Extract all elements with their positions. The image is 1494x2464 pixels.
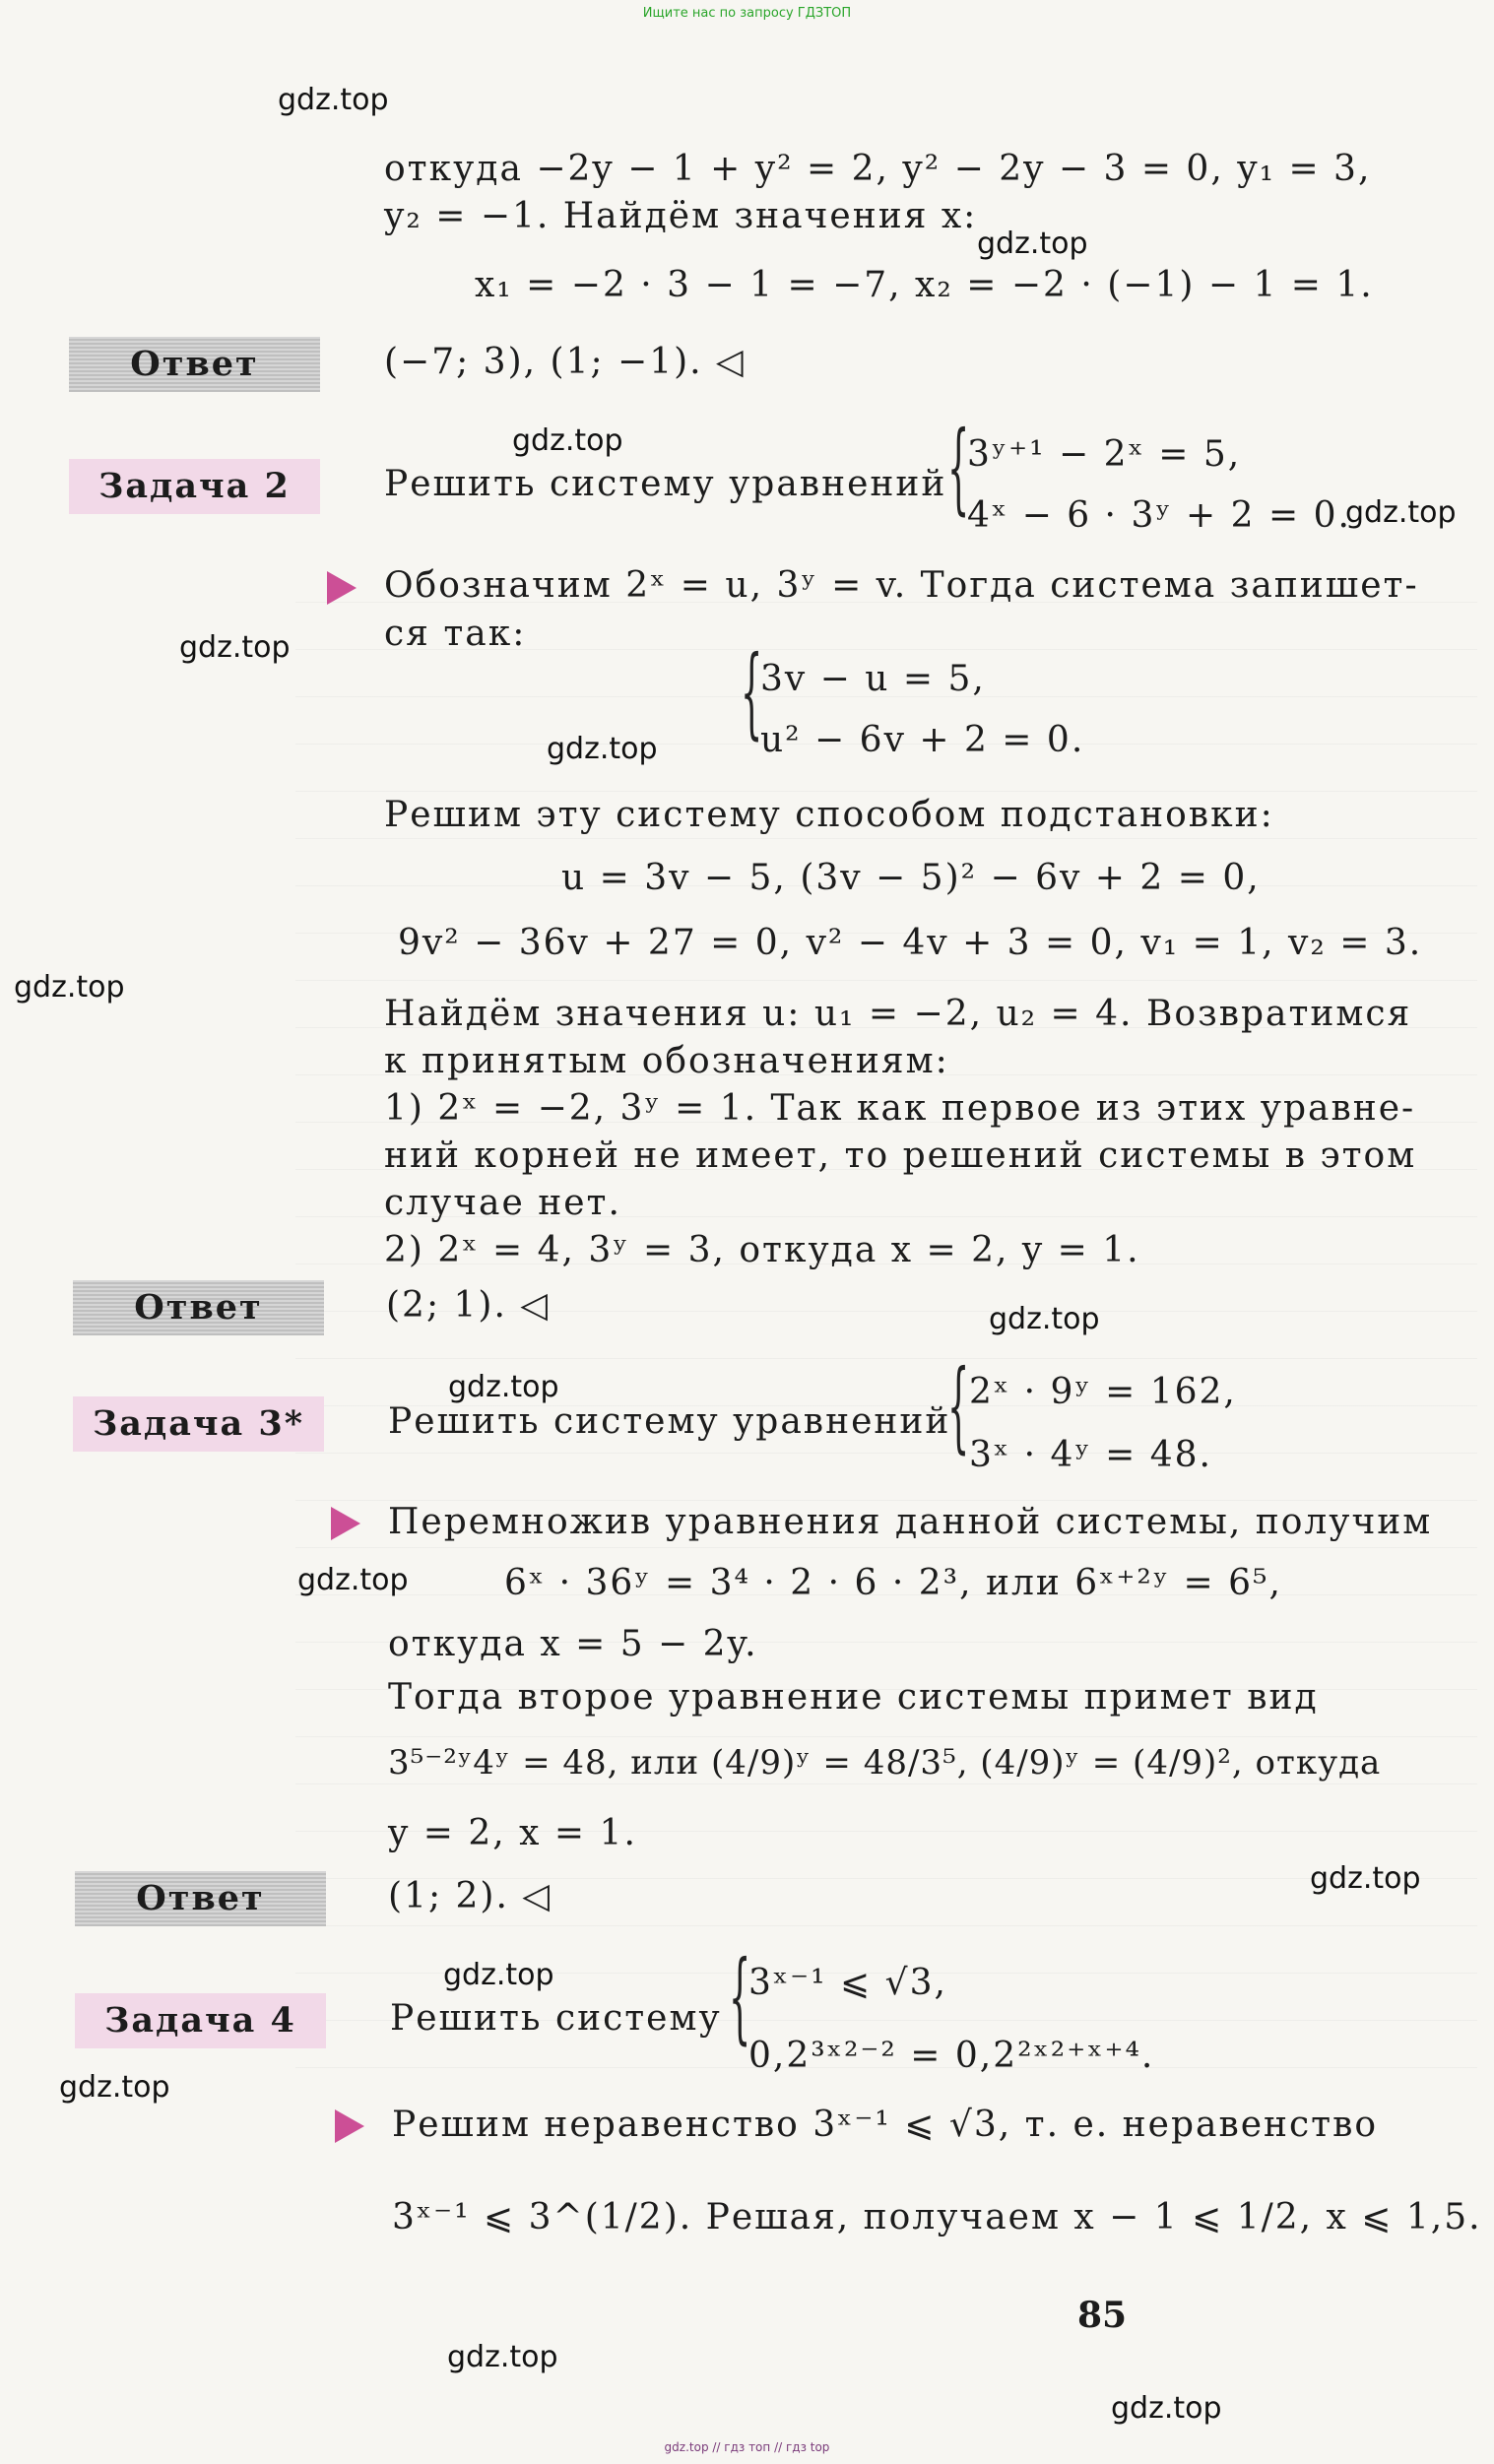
text-line: 3ˣ⁻¹ ⩽ 3^(1/2). Решая, получаем x − 1 ⩽ 1/2, x ⩽ 1,5. [392,2197,1482,2237]
solution-marker-icon [335,2109,364,2143]
text-line: 1) 2ˣ = −2, 3ʸ = 1. Так как первое из этих уравне- [384,1088,1416,1129]
equation: 3v − u = 5, [760,659,986,699]
text-line: 9v² − 36v + 27 = 0, v² − 4v + 3 = 0, v₁ = 1, v₂ = 3. [398,923,1423,963]
equation: 3ʸ⁺¹ − 2ˣ = 5, [967,434,1242,475]
watermark: gdz.top [59,2070,170,2105]
watermark: gdz.top [1310,1861,1421,1896]
task-label: Задача 2 [69,459,320,514]
text-line: случае нет. [384,1183,621,1223]
task-statement: Решить систему уравнений [384,464,947,504]
solution-marker-icon [327,571,357,605]
text-line: ний корней не имеет, то решений системы в этом [384,1135,1417,1176]
text-line: x₁ = −2 · 3 − 1 = −7, x₂ = −2 · (−1) − 1 = 1. [475,265,1374,305]
text-line: Перемножив уравнения данной системы, получим [388,1502,1433,1542]
text-line: Решим неравенство 3ˣ⁻¹ ⩽ √3, т. е. неравенство [392,2105,1379,2145]
text-line: y₂ = −1. Найдём значения x: [384,196,978,236]
task-label: Задача 4 [75,1993,326,2048]
watermark: gdz.top [977,227,1088,261]
equation: 2ˣ · 9ʸ = 162, [969,1372,1237,1412]
watermark: gdz.top [14,970,125,1005]
text-line: к принятым обозначениям: [384,1041,949,1081]
watermark: gdz.top [448,1370,559,1404]
answer-text: (2; 1). ◁ [386,1285,551,1326]
task-label: Задача 3* [73,1396,324,1452]
watermark: gdz.top [1111,2391,1222,2426]
system-brace: { [947,1348,970,1463]
answer-text: (1; 2). ◁ [388,1876,552,1916]
system-brace: { [741,634,763,749]
solution-marker-icon [331,1507,360,1540]
watermark: gdz.top [989,1302,1100,1336]
text-line: 3⁵⁻²ʸ4ʸ = 48, или (4/9)ʸ = 48/3⁵, (4/9)ʸ = (4/9)², откуда [388,1743,1382,1783]
watermark: gdz.top [547,732,658,766]
text-line: 2) 2ˣ = 4, 3ʸ = 3, откуда x = 2, y = 1. [384,1230,1140,1270]
watermark: gdz.top [447,2340,558,2374]
text-line: ся так: [384,614,527,654]
equation: 3ˣ · 4ʸ = 48. [969,1435,1212,1475]
answer-label: Ответ [75,1871,326,1926]
answer-label: Ответ [69,337,320,392]
watermark: gdz.top [297,1563,409,1597]
text-line: Тогда второе уравнение системы примет вид [388,1677,1319,1718]
watermark: gdz.top [512,423,623,458]
system-brace: { [947,410,970,525]
page-number: 85 [1077,2295,1128,2336]
text-line: Найдём значения u: u₁ = −2, u₂ = 4. Возвратимся [384,994,1412,1034]
watermark: gdz.top [1345,495,1457,530]
footer-note: gdz.top // гдз топ // гдз top [664,2440,830,2454]
watermark: gdz.top [179,630,291,665]
task-statement: Решить систему [390,1998,722,2039]
equation: u² − 6v + 2 = 0. [760,720,1085,760]
equation: 3ˣ⁻¹ ⩽ √3, [748,1963,947,2003]
system-brace: { [729,1939,751,2054]
header-note: Ищите нас по запросу ГДЗТОП [642,6,852,21]
text-line: u = 3v − 5, (3v − 5)² − 6v + 2 = 0, [561,858,1261,898]
text-line: Обозначим 2ˣ = u, 3ʸ = v. Тогда система запишет- [384,565,1419,606]
text-line: 6ˣ · 36ʸ = 3⁴ · 2 · 6 · 2³, или 6ˣ⁺²ʸ = 6⁵, [504,1563,1282,1603]
answer-text: (−7; 3), (1; −1). ◁ [384,342,746,382]
text-line: y = 2, x = 1. [388,1813,637,1853]
text-line: откуда −2y − 1 + y² = 2, y² − 2y − 3 = 0, y₁ = 3, [384,149,1372,189]
equation: 0,2³ˣ²⁻² = 0,2²ˣ²⁺ˣ⁺⁴. [748,2036,1155,2076]
text-line: Решим эту систему способом подстановки: [384,795,1274,835]
text-line: откуда x = 5 − 2y. [388,1624,758,1664]
equation: 4ˣ − 6 · 3ʸ + 2 = 0. [967,495,1351,536]
watermark: gdz.top [443,1958,554,1992]
watermark: gdz.top [278,83,389,117]
answer-label: Ответ [73,1280,324,1335]
task-statement: Решить систему уравнений [388,1401,951,1442]
